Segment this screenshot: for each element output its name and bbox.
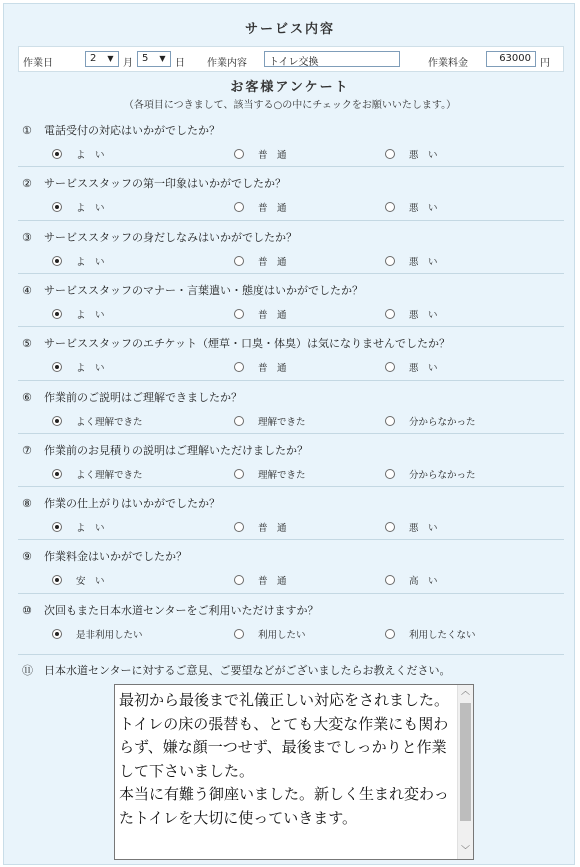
work-fee-input[interactable]: 63000 (486, 51, 536, 67)
question-number: ① (22, 124, 32, 137)
divider (18, 486, 564, 487)
answer-option[interactable] (52, 200, 105, 214)
question-6 (22, 389, 242, 405)
question-2 (22, 175, 286, 191)
question-5 (22, 335, 450, 351)
radio-button[interactable] (52, 469, 62, 479)
month-label: 月 (123, 58, 133, 69)
answer-option[interactable] (385, 360, 438, 374)
option-label: 悪 い (409, 363, 438, 375)
radio-button[interactable] (234, 362, 244, 372)
textarea-scrollbar[interactable] (457, 685, 473, 859)
radio-button[interactable] (234, 522, 244, 532)
work-info-row (18, 46, 564, 72)
answer-option[interactable] (385, 254, 438, 268)
option-label: 悪 い (409, 256, 438, 268)
work-date-label: 作業日 (23, 58, 53, 69)
answer-options (52, 254, 562, 272)
divider (18, 433, 564, 434)
radio-button[interactable] (234, 416, 244, 426)
answer-option[interactable] (385, 627, 476, 641)
question-text: 作業料金はいかがでしたか？ (44, 550, 187, 564)
answer-option[interactable] (385, 414, 476, 428)
question-number: ⑩ (22, 603, 32, 617)
question-10 (22, 602, 319, 618)
radio-button[interactable] (52, 362, 62, 372)
option-label: 利用したい (258, 629, 306, 641)
radio-button[interactable] (234, 202, 244, 212)
answer-option[interactable] (52, 360, 105, 374)
answer-option[interactable] (385, 520, 438, 534)
divider (18, 220, 564, 221)
answer-options (52, 360, 562, 378)
option-label: 普 通 (258, 309, 287, 321)
answer-option[interactable] (52, 254, 105, 268)
question-number: ⑥ (22, 390, 32, 404)
question-11 (22, 662, 451, 678)
day-value: 5 (142, 53, 149, 64)
answer-option[interactable] (385, 573, 438, 587)
survey-panel (3, 3, 575, 865)
answer-option[interactable] (52, 627, 143, 641)
answer-option[interactable] (234, 414, 306, 428)
divider (18, 539, 564, 540)
question-8 (22, 495, 220, 511)
answer-option[interactable] (234, 307, 287, 321)
radio-button[interactable] (52, 256, 62, 266)
question-text: サービススタッフの第一印象はいかがでしたか？ (44, 177, 286, 191)
radio-button[interactable] (234, 149, 244, 159)
answer-option[interactable] (234, 147, 287, 161)
answer-options (52, 627, 562, 645)
radio-button[interactable] (234, 309, 244, 319)
option-label: 分からなかった (409, 416, 476, 428)
option-label: 普 通 (258, 256, 287, 268)
option-label: 是非利用したい (76, 629, 143, 641)
scroll-down-icon[interactable]: ﹀ (460, 846, 470, 856)
radio-button[interactable] (385, 416, 395, 426)
radio-button[interactable] (385, 522, 395, 532)
question-number: ⑦ (22, 443, 32, 457)
radio-button[interactable] (385, 362, 395, 372)
answer-options (52, 307, 562, 325)
option-label: よ い (76, 523, 105, 535)
question-3 (22, 229, 297, 245)
radio-button[interactable] (52, 629, 62, 639)
page-title: サービス内容 (244, 22, 335, 37)
option-label: 普 通 (258, 150, 287, 161)
question-text: 日本水道センターに対するご意見、ご要望などがございましたらお教えください。 (44, 664, 451, 677)
option-label: よ い (76, 363, 105, 375)
question-text: サービススタッフのマナー・言葉遣い・態度はいかがでしたか？ (44, 283, 363, 297)
scroll-up-icon[interactable]: ︿ (460, 687, 470, 697)
divider (18, 273, 564, 274)
question-text: 電話受付の対応はいかがでしたか？ (44, 124, 220, 137)
answer-option[interactable] (385, 200, 438, 214)
work-content-label: 作業内容 (207, 58, 247, 69)
answer-options (52, 414, 562, 432)
option-label: 普 通 (258, 203, 287, 215)
option-label: 悪 い (409, 150, 438, 161)
answer-option[interactable] (52, 467, 143, 481)
radio-button[interactable] (234, 575, 244, 585)
question-7 (22, 442, 308, 458)
question-1 (22, 122, 220, 138)
scroll-thumb[interactable] (460, 703, 471, 821)
answer-option[interactable] (234, 627, 306, 641)
radio-button[interactable] (52, 309, 62, 319)
question-number: ② (22, 177, 32, 191)
radio-button[interactable] (52, 416, 62, 426)
question-text: 次回もまた日本水道センターをご利用いただけますか？ (44, 603, 319, 617)
fee-unit-label: 円 (540, 58, 550, 69)
option-label: よ い (76, 256, 105, 268)
answer-option[interactable] (234, 467, 306, 481)
divider (18, 654, 564, 655)
survey-title: お客様アンケート (230, 80, 350, 95)
radio-button[interactable] (385, 256, 395, 266)
comments-text: 最初から最後まで礼儀正しい対応をされました。トイレの床の張替も、とても大変な作業にも関わらず、嫌な顔一つせず、最後までしっかりと作業して下さいました。 本当に有難う御座いました。新しく生まれ変わったトイレを大切に使っていきます。 (119, 691, 450, 827)
answer-options (52, 147, 562, 165)
radio-button[interactable] (385, 575, 395, 585)
option-label: よ い (76, 309, 105, 321)
survey-instructions: （各項目につきまして、該当する○の中にチェックをお願いいたします。） (123, 100, 457, 111)
answer-option[interactable] (385, 307, 438, 321)
option-label: 悪 い (409, 523, 438, 535)
question-number: ⑤ (22, 337, 32, 351)
comments-textarea[interactable] (114, 684, 474, 860)
radio-button[interactable] (52, 522, 62, 532)
question-text: 作業前のご説明はご理解できましたか？ (44, 390, 242, 404)
answer-option[interactable] (234, 520, 287, 534)
radio-button[interactable] (52, 149, 62, 159)
option-label: 高 い (409, 576, 438, 588)
option-label: 理解できた (258, 469, 306, 481)
radio-button[interactable] (385, 629, 395, 639)
answer-option[interactable] (234, 573, 287, 587)
divider (18, 166, 564, 167)
radio-button[interactable] (234, 256, 244, 266)
answer-option[interactable] (385, 147, 438, 161)
option-label: 普 通 (258, 363, 287, 375)
answer-option[interactable] (385, 467, 476, 481)
option-label: 安 い (76, 576, 105, 588)
option-label: よく理解できた (76, 416, 143, 428)
question-number: ⑪ (22, 664, 33, 677)
question-text: サービススタッフの身だしなみはいかがでしたか？ (44, 230, 297, 244)
answer-options (52, 200, 562, 218)
answer-options (52, 573, 562, 591)
work-content-input[interactable]: トイレ交換 (264, 51, 400, 67)
divider (18, 326, 564, 327)
question-number: ⑨ (22, 550, 32, 564)
month-select[interactable] (85, 51, 119, 67)
answer-options (52, 520, 562, 538)
question-4 (22, 282, 363, 298)
radio-button[interactable] (52, 575, 62, 585)
option-label: 普 通 (258, 523, 287, 535)
option-label: よ い (76, 203, 105, 215)
answer-option[interactable] (234, 254, 287, 268)
day-label: 日 (175, 58, 185, 69)
answer-option[interactable] (234, 360, 287, 374)
radio-button[interactable] (385, 469, 395, 479)
option-label: 利用したくない (409, 629, 476, 641)
answer-options (52, 467, 562, 485)
option-label: 普 通 (258, 576, 287, 588)
radio-button[interactable] (234, 469, 244, 479)
chevron-down-icon: ▼ (107, 54, 114, 63)
day-select[interactable] (137, 51, 171, 67)
radio-button[interactable] (385, 309, 395, 319)
radio-button[interactable] (385, 202, 395, 212)
answer-option[interactable] (52, 307, 105, 321)
month-value: 2 (90, 53, 97, 64)
radio-button[interactable] (385, 149, 395, 159)
option-label: 悪 い (409, 203, 438, 215)
radio-button[interactable] (52, 202, 62, 212)
question-number: ③ (22, 230, 32, 244)
answer-option[interactable] (52, 520, 105, 534)
question-text: 作業前のお見積りの説明はご理解いただけましたか？ (44, 443, 308, 457)
option-label: 分からなかった (409, 469, 476, 481)
option-label: 理解できた (258, 416, 306, 428)
option-label: 悪 い (409, 309, 438, 321)
question-text: サービススタッフのエチケット（煙草・口臭・体臭）は気になりませんでしたか？ (44, 337, 451, 351)
question-number: ⑧ (22, 497, 32, 511)
radio-button[interactable] (234, 629, 244, 639)
chevron-down-icon: ▼ (159, 54, 166, 63)
question-number: ④ (22, 283, 32, 297)
answer-option[interactable] (52, 414, 143, 428)
work-fee-label: 作業料金 (428, 58, 468, 69)
option-label: よ い (76, 150, 105, 161)
option-label: よく理解できた (76, 469, 143, 481)
question-9 (22, 548, 187, 564)
divider (18, 593, 564, 594)
answer-option[interactable] (234, 200, 287, 214)
answer-option[interactable] (52, 147, 105, 161)
divider (18, 380, 564, 381)
question-text: 作業の仕上がりはいかがでしたか？ (44, 497, 220, 511)
answer-option[interactable] (52, 573, 105, 587)
